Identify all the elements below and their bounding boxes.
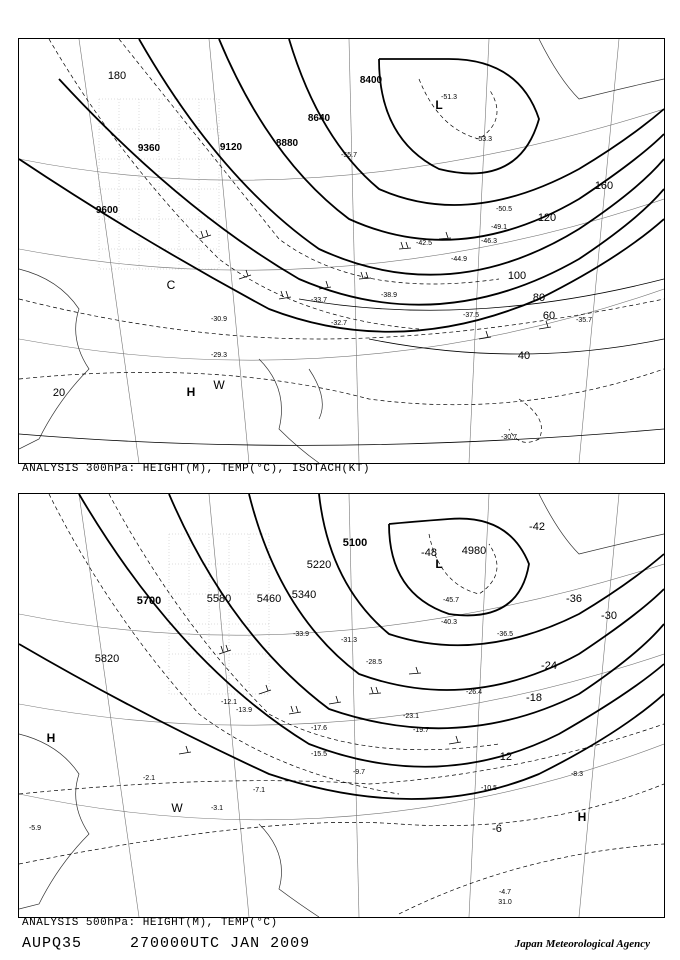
map-500hpa-canvas (19, 494, 664, 917)
caption-500hpa: ANALYSIS 500hPa: HEIGHT(M), TEMP(°C) (22, 917, 278, 929)
temp-label: -10.5 (481, 785, 497, 792)
isotach-label-40: 40 (517, 350, 531, 362)
isotherm-label--48: -48 (421, 547, 437, 559)
height-label-8640: 8640 (307, 113, 331, 124)
height-contours (19, 39, 664, 332)
map-300hpa-canvas (19, 39, 664, 463)
temp-label: -51.3 (441, 94, 457, 101)
height-label-5700: 5700 (136, 595, 162, 607)
agency-name: Japan Meteorological Agency (514, 938, 650, 950)
isotherm-label--24: -24 (541, 660, 557, 672)
temp-label: -5.9 (28, 825, 42, 832)
temp-label: -44.9 (451, 256, 467, 263)
isotach-label-60: 60 (542, 310, 556, 322)
coastlines (19, 39, 664, 463)
isotherm-label--18: -18 (526, 692, 542, 704)
temp-label: -13.9 (236, 707, 252, 714)
height-label-8400: 8400 (359, 75, 383, 86)
temp-label: -30.9 (211, 316, 227, 323)
temp-label: -36.5 (497, 631, 513, 638)
temp-label: 31.0 (498, 899, 512, 906)
isotach-label-80: 80 (532, 292, 546, 304)
isotach-label-180: 180 (107, 70, 127, 82)
isotherm-label--36: -36 (566, 593, 582, 605)
temp-label: -4.7 (498, 889, 512, 896)
temp-label: -26.4 (466, 689, 482, 696)
isotherm-label--12: -12 (496, 751, 512, 763)
isotach-label-120: 120 (537, 212, 557, 224)
cold-mark: C (166, 278, 176, 292)
height-label-4980: 4980 (461, 545, 487, 557)
coastlines (19, 494, 664, 917)
height-label-9120: 9120 (219, 142, 243, 153)
high-pressure-center: H (46, 731, 56, 745)
graticule (19, 39, 664, 463)
chart-identifier (22, 935, 310, 952)
temp-label: -53.3 (476, 136, 492, 143)
isotachs (19, 279, 664, 445)
height-label-5820: 5820 (94, 653, 120, 665)
low-pressure-center: L (435, 557, 443, 571)
temp-label: -9.7 (352, 769, 366, 776)
temp-label: -55.7 (341, 152, 357, 159)
height-label-5580: 5580 (206, 593, 232, 605)
wind-barbs (199, 230, 551, 339)
temp-label: -30.7 (501, 434, 517, 441)
temp-label: -7.1 (252, 787, 266, 794)
temp-label: -37.5 (463, 312, 479, 319)
high-pressure-center: H (186, 385, 196, 399)
isotach-label-100: 100 (507, 270, 527, 282)
chart-code: AUPQ35 (22, 935, 83, 952)
height-label-5340: 5340 (291, 589, 317, 601)
low-pressure-center: L (435, 98, 443, 112)
high-pressure-center: H (577, 810, 587, 824)
warm-mark: W (213, 378, 225, 392)
isotherm-label--42: -42 (529, 521, 545, 533)
temp-label: -33.9 (293, 631, 309, 638)
temp-label: -40.3 (441, 619, 457, 626)
temp-label: -42.5 (416, 240, 432, 247)
map-500hpa (18, 493, 665, 918)
isotach-label-20: 20 (52, 387, 66, 399)
map-300hpa (18, 38, 665, 464)
hatch-area (99, 99, 219, 269)
caption-300hpa: ANALYSIS 300hPa: HEIGHT(M), TEMP(°C), ISOTACH(KT) (22, 463, 370, 475)
temp-label: -8.3 (570, 771, 584, 778)
height-label-5100: 5100 (342, 537, 368, 549)
temp-label: -15.5 (311, 751, 327, 758)
temp-label: -2.1 (142, 775, 156, 782)
isotherm-label--30: -30 (601, 610, 617, 622)
height-label-8880: 8880 (275, 138, 299, 149)
warm-mark: W (171, 801, 183, 815)
temp-label: -33.7 (311, 297, 327, 304)
isotherm-label--6: -6 (492, 823, 502, 835)
temp-label: -35.7 (576, 317, 592, 324)
graticule (19, 494, 664, 917)
height-label-9360: 9360 (137, 143, 161, 154)
temp-label: -28.5 (366, 659, 382, 666)
isotherm-contours (19, 494, 664, 914)
temp-label: -38.9 (381, 292, 397, 299)
temp-label: -49.1 (491, 224, 507, 231)
temperature-contours (19, 39, 664, 442)
height-label-9600: 9600 (95, 205, 119, 216)
height-label-5220: 5220 (306, 559, 332, 571)
temp-label: -46.3 (481, 238, 497, 245)
temp-label: -17.6 (311, 725, 327, 732)
temp-label: -31.3 (341, 637, 357, 644)
temp-label: -12.1 (221, 699, 237, 706)
temp-label: -3.1 (210, 805, 224, 812)
temp-label: -32.7 (331, 320, 347, 327)
temp-label: -29.3 (211, 352, 227, 359)
chart-time: 270000UTC JAN 2009 (130, 935, 311, 952)
temp-label: -19.7 (413, 727, 429, 734)
height-label-5460: 5460 (256, 593, 282, 605)
temp-label: -50.5 (496, 206, 512, 213)
temp-label: -23.1 (403, 713, 419, 720)
temp-label: -45.7 (443, 597, 459, 604)
isotach-label-160: 160 (594, 180, 614, 192)
